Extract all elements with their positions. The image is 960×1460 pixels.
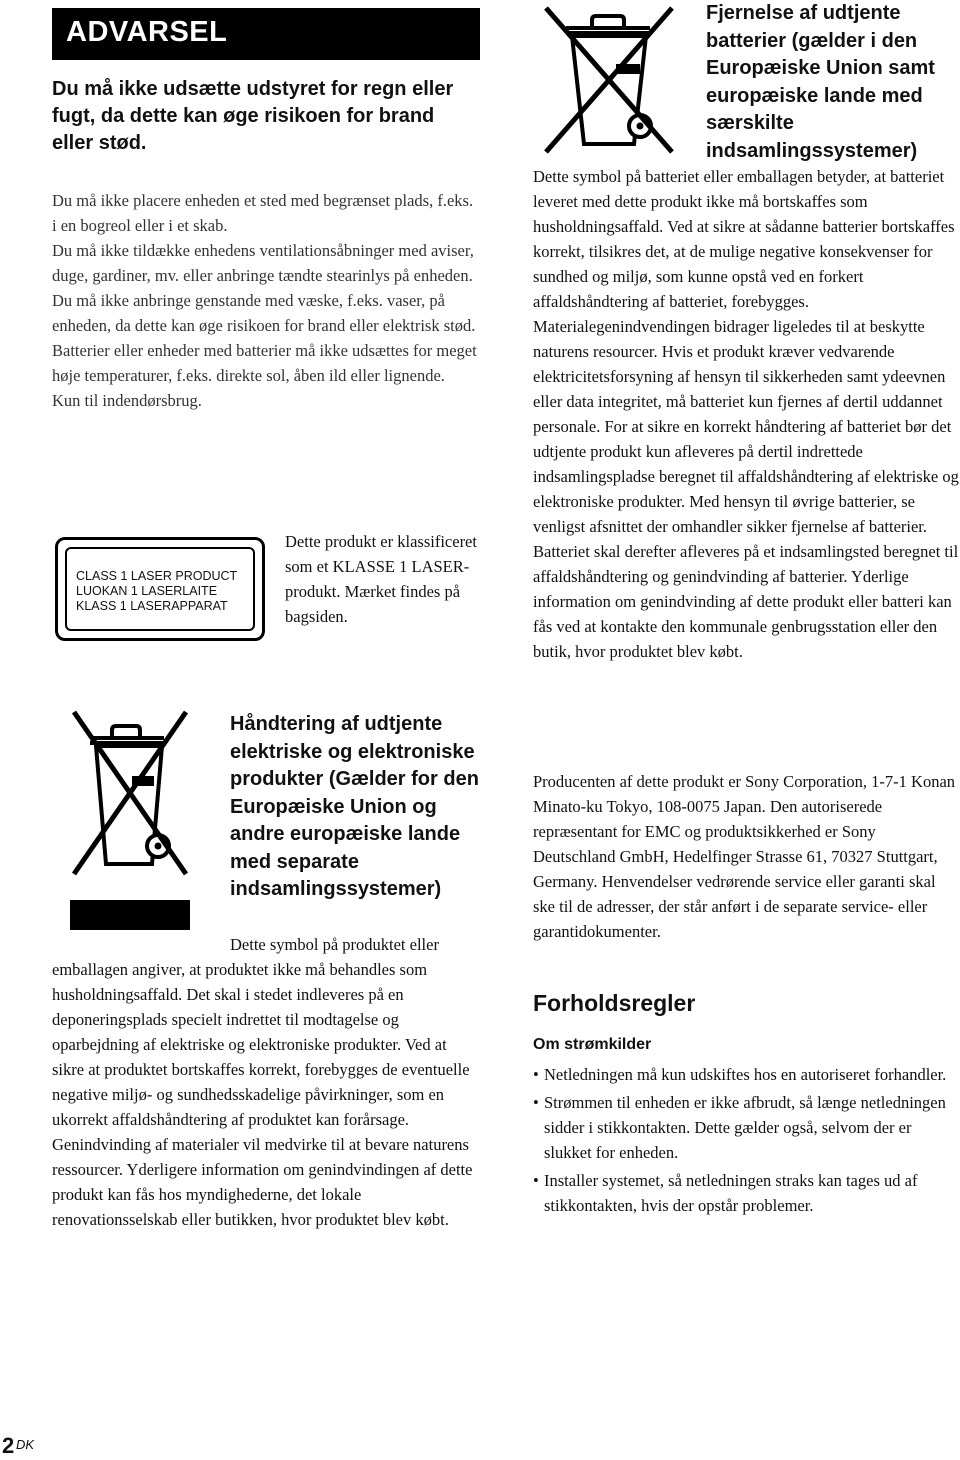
laser-description: Dette produkt er klassificeret som et KLASSE 1 LASER-produkt. Mærket findes på bagsiden.	[285, 532, 477, 626]
list-item: • Netledningen må kun udskiftes hos en autoriseret forhandler.	[533, 1062, 960, 1087]
manufacturer-info: Producenten af dette produkt er Sony Corporation, 1-7-1 Konan Minato-ku Tokyo, 108-0075 Japan. Den autoriserede repræsentant for EMC og produktsikkerhed er Sony Deutschland GmbH, Hedelfinger Strasse 61, 70327 Stuttgart, Germany. Henvendelser vedrørende service eller garanti skal ske til de adresser, der står anført i de separate service- eller garantidokumenter.	[533, 772, 956, 941]
power-sources-title: Om strømkilder	[533, 1036, 652, 1053]
list-item: • Installer systemet, så netledningen straks kan tages ud af stikkontakten, hvis der opstår problemer.	[533, 1168, 960, 1218]
warning-paragraph: Du må ikke anbringe genstande med væske, f.eks. vaser, på enheden, da dette kan øge risikoen for brand eller elektrisk stød.	[52, 291, 476, 335]
list-item: • Strømmen til enheden er ikke afbrudt, så længe netledningen sidder i stikkontakten. Dette gælder også, selvom der er slukket for enheden.	[533, 1090, 960, 1165]
laser-label-text	[76, 569, 237, 614]
warning-paragraph: Kun til indendørsbrug.	[52, 391, 202, 410]
laser-label-line: LUOKAN 1 LASERLAITE	[76, 584, 218, 598]
precautions-title: Forholdsregler	[533, 990, 696, 1016]
page-number: 2	[2, 1433, 15, 1458]
warning-body	[52, 188, 480, 413]
laser-class-label	[55, 537, 265, 641]
power-sources-list	[533, 1062, 960, 1221]
battery-body: Dette symbol på batteriet eller emballagen betyder, at batteriet leveret med dette produkt ikke må bortskaffes som husholdningsaffald. Ved at sikre at sådanne batterier bortskaffes korrekt, tilsikres det, at de mulige negative konsekvenser for sundhed og miljø, som kunne opstå ved en forkert affaldshåndtering af batteriet, forebygges. Materialegenindvendingen bidrager ligeledes til at beskytte naturens resourcer. Hvis et produkt kræver vedvarende elektricitetsforsyning af hensyn til sikkerheden samt ydeevnen eller data integritet, må batteriet kun fjernes af dertil uddannet personale. For at sikre en korrekt håndtering af batteriet bør det udtjente produkt kun afleveres på dertil indrettede indsamlingspladse beregnet til affaldshåndtering af elektriske og elektroniske produkter. Med hensyn til øvrige batterier, se venligst afsnittet der omhandler sikker fjernelse af batterier. Batteriet skal derefter afleveres på et indsamlingsted beregnet til affaldshåndtering og genindvinding af batterier. Yderlige information om genindvinding af dette produkt eller batteri kan fås ved at kontakte den kommunale genbrugsstation eller den butik, hvor produktet blev købt.	[533, 167, 959, 661]
warning-paragraph: Du må ikke placere enheden et sted med begrænset plads, f.eks. i en bogreol eller i et skab.	[52, 191, 474, 235]
battery-heading: Fjernelse af udtjente batterier (gælder i den Europæiske Union samt europæiske lande med særskilte indsamlingssystemer)	[706, 2, 935, 162]
warning-lead: Du må ikke udsætte udstyret for regn eller fugt, da dette kan øge risikoen for brand eller stød.	[52, 78, 454, 154]
crossed-out-wheeled-bin-icon	[68, 706, 192, 932]
page-language-code: DK	[16, 1437, 35, 1452]
warning-paragraph: Batterier eller enheder med batterier må ikke udsættes for meget høje temperaturer, f.eks. direkte sol, åben ild eller lignende.	[52, 341, 477, 385]
warning-paragraph: Du må ikke tildække enhedens ventilationsåbninger med aviser, duge, gardiner, mv. eller anbringe tændte stearinlys på enheden.	[52, 241, 474, 285]
weee-heading: Håndtering af udtjente elektriske og elektroniske produkter (Gælder for den Europæiske Union og andre europæiske lande med separate indsamlingssystemer)	[230, 713, 479, 900]
crossed-out-wheeled-bin-icon	[540, 4, 678, 156]
warning-title: ADVARSEL	[66, 16, 228, 48]
laser-label-line: CLASS 1 LASER PRODUCT	[76, 569, 238, 583]
laser-label-line: KLASS 1 LASERAPPARAT	[76, 599, 228, 613]
weee-body: emballagen angiver, at produktet ikke må behandles som husholdningsaffald. Det skal i stedet indleveres på en deponeringsplads specielt indrettet til modtagelse og oparbejdning af elektriske og elektroniske produkter. Ved at sikre at produktet bortskaffes korrekt, forebygges de eventuelle negative miljø- og sundhedsskadelige påvirkninger, som en ukorrekt affaldshåndtering af produktet kan forårsage. Genindvinding af materialer vil medvirke til at bevare naturens ressourcer. Yderligere information om genindvindingen af dette produkt kan fås hos myndighederne, det lokale renovationsselskab eller butikken, hvor produktet blev købt.	[52, 960, 473, 1229]
warning-banner	[52, 8, 480, 60]
weee-body-first-line: Dette symbol på produktet eller	[230, 935, 439, 954]
